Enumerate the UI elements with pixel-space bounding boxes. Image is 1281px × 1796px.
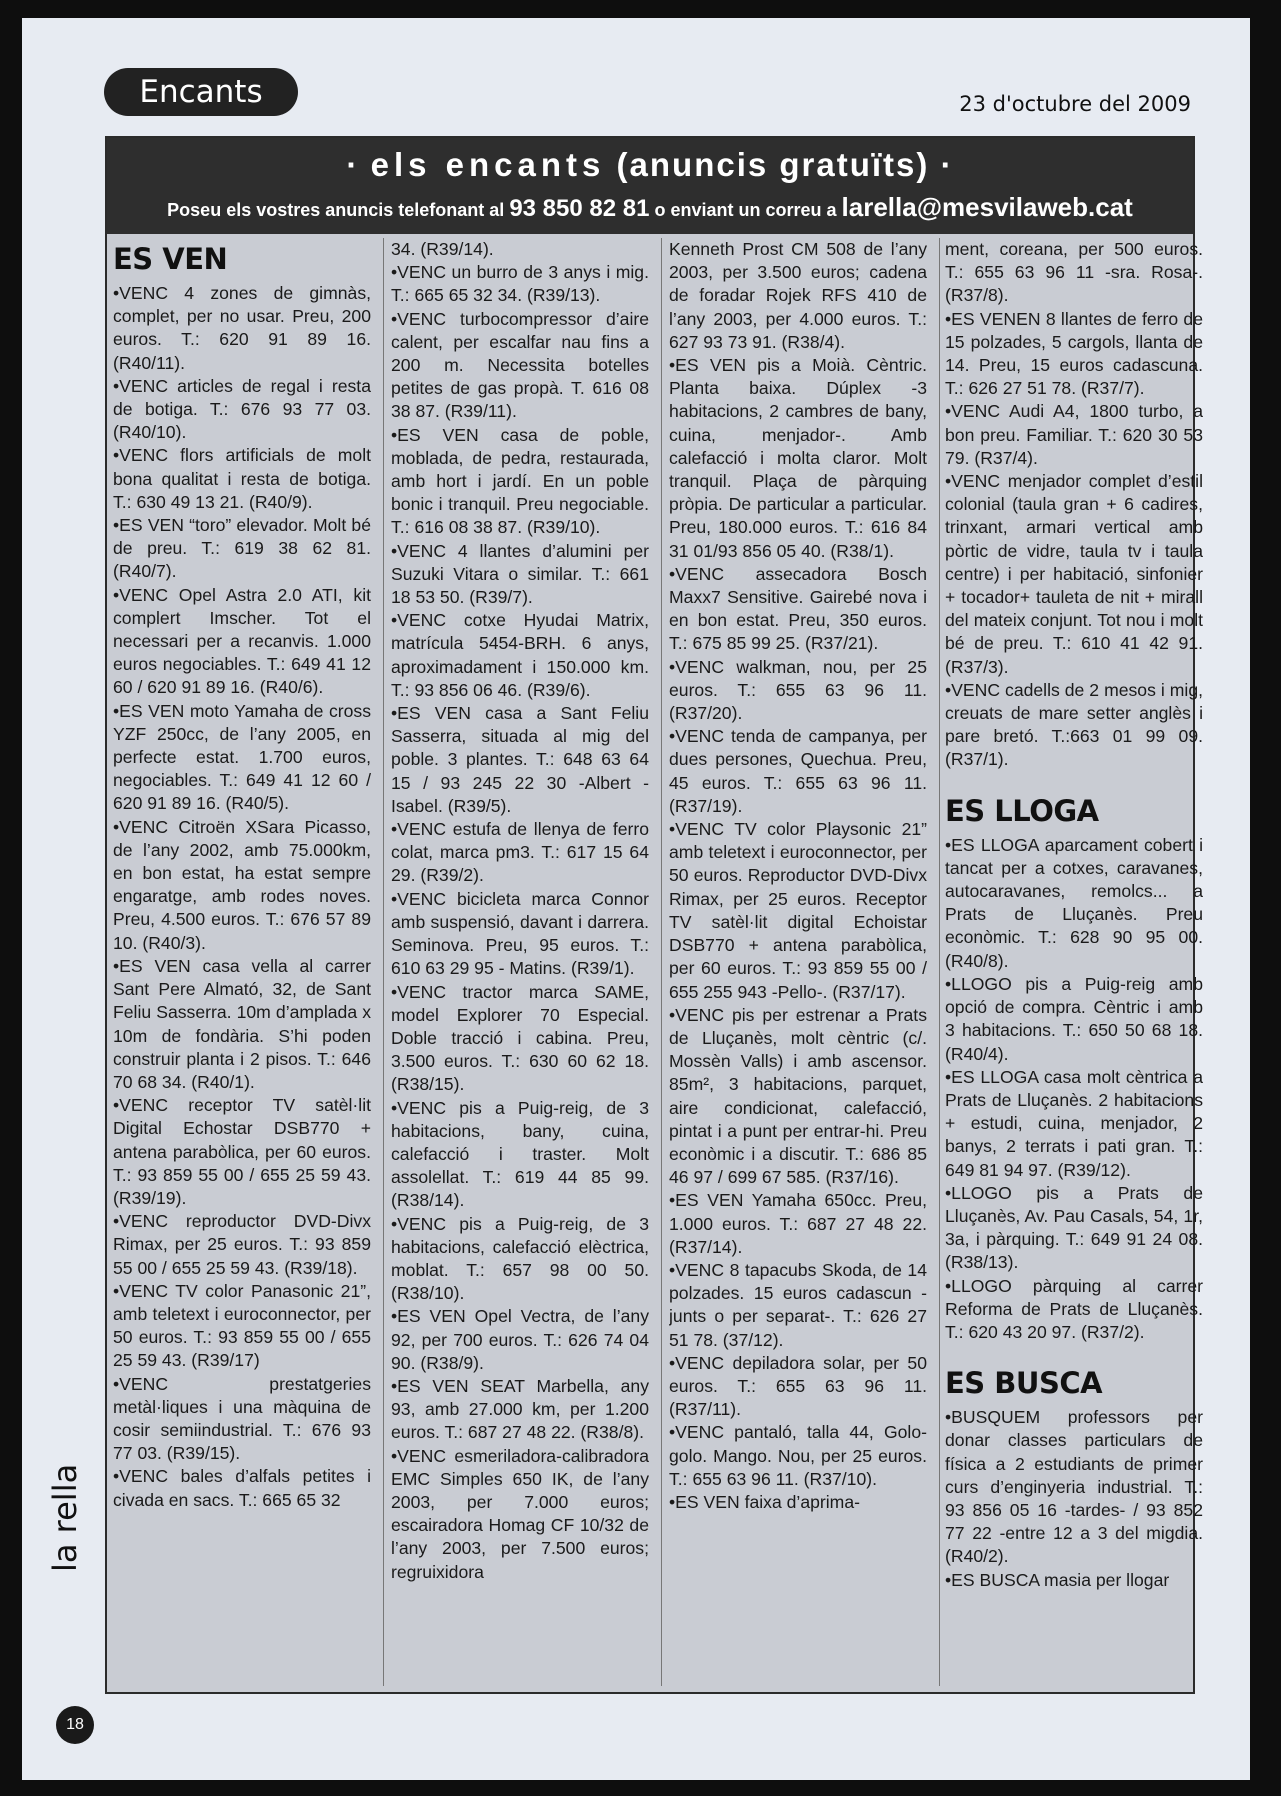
classified-ad: •VENC articles de regal i resta de botiga. T.: 676 93 77 03. (R40/10). [113,375,371,443]
classifieds-box [105,136,1203,1694]
classified-ad: •ES VEN casa a Sant Feliu Sasserra, situada al mig del poble. 3 plantes. T.: 648 63 64 15 / 93 245 22 30 -Albert - Isabel. (R39/5). [391,703,649,816]
classified-ad: •VENC bicicleta marca Connor amb suspensió, davant i darrera. Seminova. Preu, 95 euros. T.: 610 63 29 95 - Matins. (R39/1). [391,888,649,979]
contact-email: larella@mesvilaweb.cat [841,192,1133,222]
classified-ad: •VENC Citroën XSara Picasso, de l’any 2002, amb 75.000km, en bon estat, ha estat sempre engaratge, amb rodes noves. Preu, 4.500 euros. T.: 676 57 89 10. (R40/3). [113,816,371,953]
classified-ad: •VENC cotxe Hyudai Matrix, matrícula 5454-BRH. 6 anys, aproximadament i 150.000 km. T.: 93 856 06 46. (R39/6). [391,610,649,700]
classified-ad: •VENC un burro de 3 anys i mig. T.: 665 65 32 34. (R39/13). [391,262,649,306]
banner-title [107,146,1193,184]
heading-es-busca: ES BUSCA [945,1366,1103,1401]
classified-ad: •VENC bales d’alfals petites i civada en sacs. T.: 665 65 32 [113,1466,371,1510]
classified-ad: •VENC depiladora solar, per 50 euros. T.: 655 63 96 11. (R37/11). [669,1352,927,1420]
classified-ad: •ES VEN SEAT Marbella, any 93, amb 27.000 km, per 1.200 euros. T.: 687 27 48 22. (R38/8). [391,1375,649,1443]
classified-ad: •ES BUSCA masia per llogar [945,1569,1170,1590]
classified-ad: •ES VEN Opel Vectra, de l’any 92, per 700 euros. T.: 626 74 04 90. (R38/9). [391,1306,649,1373]
classified-ad: •ES VEN casa de poble, moblada, de pedra, restaurada, amb hort i jardí. En un poble bonic i tranquil. Preu negociable. T.: 616 08 38 87. (R39/10). [391,424,649,538]
title-dot-left: · [346,146,360,183]
classified-ad: •ES VEN Yamaha 650cc. Preu, 1.000 euros. T.: 687 27 48 22. (R37/14). [669,1190,927,1257]
classified-ad: •VENC walkman, nou, per 25 euros. T.: 655 63 96 11. (R37/20). [669,656,927,724]
classified-ad: •VENC estufa de llenya de ferro colat, marca pm3. T.: 617 15 64 29. (R39/2). [391,819,649,886]
column-divider [661,238,662,1686]
classified-ad: •ES VEN “toro” elevador. Molt bé de preu. T.: 619 38 62 81. (R40/7). [113,515,371,582]
classified-ad: •VENC assecadora Bosch Maxx7 Sensitive. Gairebé nova i en bon estat. Preu, 350 euros. T.: 675 85 99 25. (R37/21). [669,563,927,654]
classified-ad: •VENC 4 llantes d’alumini per Suzuki Vitara o similar. T.: 661 18 53 50. (R39/7). [391,540,649,608]
classified-ad: •ES VENEN 8 llantes de ferro de 15 polzades, 5 cargols, llanta de 14. Preu, 15 euros cadascuna. T.: 626 27 51 78. (R37/7). [945,308,1203,399]
classified-ad: •VENC menjador complet d’estil colonial (taula gran + 6 cadires, trinxant, armari vertical amb pòrtic de vidre, taula tv i taula centre) i per habitació, sinfonier + tocador+ tauleta de nit + mirall del mateix conjunt. Tot nou i molt bé de preu. T.: 610 41 42 91. (R37/3). [945,471,1203,677]
classified-ad: •ES LLOGA aparcament cobert i tancat per a cotxes, caravanes, autocaravanes, remolcs... a Prats de Lluçanès. Preu econòmic. T.: 628 90 95 00. (R40/8). [945,834,1203,971]
publication-name: la rella [46,1463,84,1572]
heading-es-ven: ES VEN [113,242,228,276]
classified-ad: •VENC tractor marca SAME, model Explorer 70 Especial. Doble tracció i cabina. Preu, 3.500 euros. T.: 630 60 62 18. (R38/15). [391,981,649,1095]
classified-ad: •VENC receptor TV satèl·lit Digital Echostar DSB770 + antena parabòlica, per 60 euros. T.: 93 859 55 00 / 655 25 59 43. (R39/19). [113,1095,371,1208]
page-number: 18 [56,1706,94,1744]
classified-ad: •ES VEN faixa d’aprima- [669,1491,860,1512]
contact-text-middle: o enviant un correu a [654,200,837,220]
classified-ad: •ES VEN pis a Moià. Cèntric. Planta baixa. Dúplex -3 habitacions, 2 cambres de bany, cuina, menjador-. Amb calefacció i molta claror. Molt tranquil. Plaça de pàrquing pròpia. De particular a particular. Preu, 180.000 euros. T.: 616 84 31 01/93 856 05 40. (R38/1). [669,355,927,561]
classified-ad: •BUSQUEM professors per donar classes particulars de física a 2 estudiants de primer curs d’enginyeria industrial. T.: 93 856 05 16 -tardes- / 93 852 77 22 -entre 12 a 3 del migdia. (R40/2). [945,1407,1203,1567]
classified-ad: •VENC pantaló, talla 44, Golo-golo. Mango. Nou, per 25 euros. T.: 655 63 96 11. (R37/10). [669,1422,927,1489]
classified-ad: Kenneth Prost CM 508 de l’any 2003, per 3.500 euros; cadena de foradar Rojek RFS 410 de l’any 2003, per 4.000 euros. T.: 627 93 73 91. (R38/4). [669,239,927,352]
classified-ad: •LLOGO pàrquing al carrer Reforma de Prats de Lluçanès. T.: 620 43 20 97. (R37/2). [945,1275,1203,1342]
classified-ad: •VENC 8 tapacubs Skoda, de 14 polzades. 15 euros cadascun -junts o per separat-. T.: 626 27 51 78. (37/12). [669,1259,927,1350]
ads-column-4 [945,238,1203,1592]
banner-contact-line [107,192,1193,223]
classified-ad: ment, coreana, per 500 euros. T.: 655 63 96 11 -sra. Rosa-. (R37/8). [945,239,1203,306]
classified-ad: •VENC 4 zones de gimnàs, complet, per no usar. Preu, 200 euros. T.: 620 91 89 16. (R40/11). [113,283,371,373]
classified-ad: •ES VEN casa vella al carrer Sant Pere Almató, 32, de Sant Feliu Sasserra. 10m d’amplada x 10m de fondària. S’hi poden construir planta i 2 pisos. T.: 646 70 68 34. (R40/1). [113,955,371,1092]
classified-ad: •ES VEN moto Yamaha de cross YZF 250cc, de l’any 2005, en perfecte estat. 1.700 euros, negociables. T.: 649 41 12 60 / 620 91 89 16. (R40/5). [113,700,371,814]
classified-ad: •VENC TV color Panasonic 21”, amb teletext i euroconnector, per 50 euros. T.: 93 859 55 00 / 655 25 59 43. (R39/17) [113,1280,371,1371]
classified-ad: •ES LLOGA casa molt cèntrica a Prats de Lluçanès. 2 habitacions + estudi, cuina, menjador, 2 banys, 2 terrats i pati gran. T.: 649 81 94 97. (R39/12). [945,1066,1203,1180]
heading-es-lloga: ES LLOGA [945,793,1099,828]
classified-ad: •LLOGO pis a Prats de Lluçanès, Av. Pau Casals, 54, 1r, 3a, i pàrquing. T.: 649 91 24 08. (R38/13). [945,1182,1203,1273]
classified-ad: 34. (R39/14). [391,239,494,259]
classified-ad: •LLOGO pis a Puig-reig amb opció de compra. Cèntric i amb 3 habitacions. T.: 650 50 68 18. (R40/4). [945,973,1203,1064]
classified-ad: •VENC reproductor DVD-Divx Rimax, per 25 euros. T.: 93 859 55 00 / 655 25 59 43. (R39/18). [113,1211,371,1278]
classified-ad: •VENC pis per estrenar a Prats de Lluçanès, molt cèntric (c/. Mossèn Valls) i amb ascensor. 85m², 3 habitacions, parquet, aire condicionat, calefacció, pintat i a punt per entrar-hi. Preu econòmic i a discutir. T.: 686 85 46 97 / 699 67 585. (R37/16). [669,1004,927,1188]
ads-column-3 [669,238,927,1514]
classified-ad: •VENC pis a Puig-reig, de 3 habitacions, bany, cuina, calefacció i traster. Molt assolellat. T.: 619 44 85 99. (R38/14). [391,1097,649,1211]
classified-ad: •VENC flors artificials de molt bona qualitat i resta de botiga. T.: 630 49 13 21. (R40/9). [113,445,371,512]
contact-phone: 93 850 82 81 [509,195,650,222]
title-rest: (anuncis gratuïts) [616,146,930,183]
classified-ad: •VENC pis a Puig-reig, de 3 habitacions, calefacció elèctrica, moblat. T.: 657 98 00 50. (R38/10). [391,1213,649,1304]
classified-ad: •VENC turbocompressor d’aire calent, per escalfar nau fins a 200 m. Necessita botelles petites de gas propà. T. 616 08 38 87. (R39/11). [391,308,649,422]
column-divider [383,238,384,1686]
issue-date: 23 d'octubre del 2009 [959,92,1191,116]
classified-ad: •VENC esmeriladora-calibradora EMC Simples 650 IK, de l’any 2003, per 7.000 euros; escairadora Homag CF 10/32 de l’any 2003, per 7.500 euros; regruixidora [391,1445,649,1582]
classified-ad: •VENC cadells de 2 mesos i mig, creuats de mare setter anglès i pare bretó. T.:663 01 99 09. (R37/1). [945,679,1203,770]
classified-ad: •VENC TV color Playsonic 21” amb teletext i euroconnector, per 50 euros. Reproductor DVD-Divx Rimax, per 25 euros. Receptor TV satèl·lit digital Echoistar DSB770 + antena parabòlica, per 60 euros. T.: 93 859 55 00 / 655 255 943 -Pello-. (R37/17). [669,819,927,1002]
ads-column-1 [113,238,371,1512]
title-dot-right: · [940,146,954,183]
classified-ad: •VENC Opel Astra 2.0 ATI, kit complert Imscher. Tot el necessari per a recanvis. 1.000 euros negociables. T.: 649 41 12 60 / 620 91 89 16. (R40/6). [113,584,371,698]
classifieds-banner [107,138,1193,234]
contact-text-before: Poseu els vostres anuncis telefonant al [167,200,505,220]
ads-column-2 [391,238,649,1584]
classified-ad: •VENC tenda de campanya, per dues persones, Quechua. Preu, 45 euros. T.: 655 63 96 11. (R37/19). [669,726,927,816]
title-main: els encants [370,146,606,183]
classified-ad: •VENC prestatgeries metàl·liques i una màquina de cosir semiindustrial. T.: 676 93 77 03. (R39/15). [113,1373,371,1464]
column-divider [939,238,940,1686]
ads-columns [113,238,1203,1686]
classified-ad: •VENC Audi A4, 1800 turbo, a bon preu. Familiar. T.: 620 30 53 79. (R37/4). [945,401,1203,468]
section-title: Encants [104,68,298,116]
